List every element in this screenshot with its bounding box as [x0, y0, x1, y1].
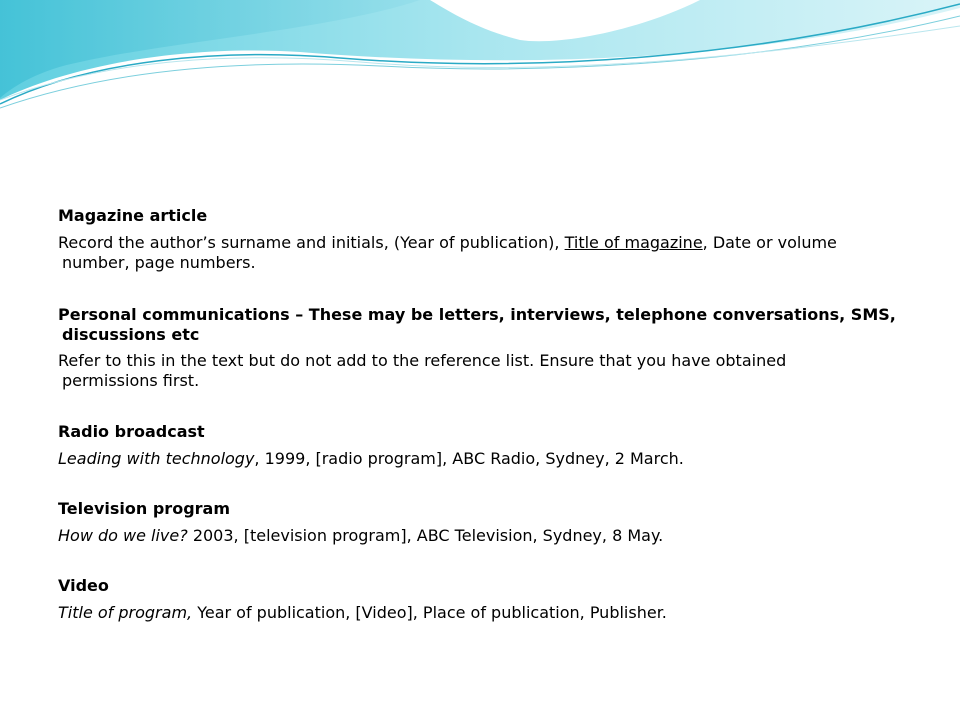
video-details: Year of publication, [Video], Place of publication, Publisher. — [192, 603, 667, 622]
television-title: How do we live? — [58, 526, 188, 545]
magazine-format-text-end: , Date or volume — [702, 233, 837, 252]
personal-body: Refer to this in the text but do not add to the reference list. Ensure that you have obtained — [58, 351, 787, 370]
television-heading: Television program — [58, 499, 230, 518]
magazine-format-line — [58, 233, 918, 253]
magazine-heading: Magazine article — [58, 206, 208, 225]
radio-details: , 1999, [radio program], ABC Radio, Sydney, 2 March. — [254, 449, 684, 468]
video-heading: Video — [58, 576, 109, 595]
header-wave-decoration — [0, 0, 960, 120]
magazine-format-continued: number, page numbers. — [62, 253, 256, 272]
radio-heading: Radio broadcast — [58, 422, 205, 441]
radio-example — [58, 449, 918, 469]
video-title: Title of program, — [58, 603, 193, 622]
personal-body-continued: permissions first. — [62, 371, 200, 390]
radio-title: Leading with technology — [58, 449, 255, 468]
video-example — [58, 603, 918, 623]
television-details: 2003, [television program], ABC Television, Sydney, 8 May. — [187, 526, 664, 545]
personal-heading-continued: discussions etc — [62, 325, 200, 344]
personal-heading: Personal communications – These may be letters, interviews, telephone conversations, SMS, — [58, 305, 896, 324]
television-example — [58, 526, 918, 546]
magazine-format-text: Record the author’s surname and initials, (Year of publication), — [58, 233, 565, 252]
magazine-title-placeholder: Title of magazine — [564, 233, 703, 252]
